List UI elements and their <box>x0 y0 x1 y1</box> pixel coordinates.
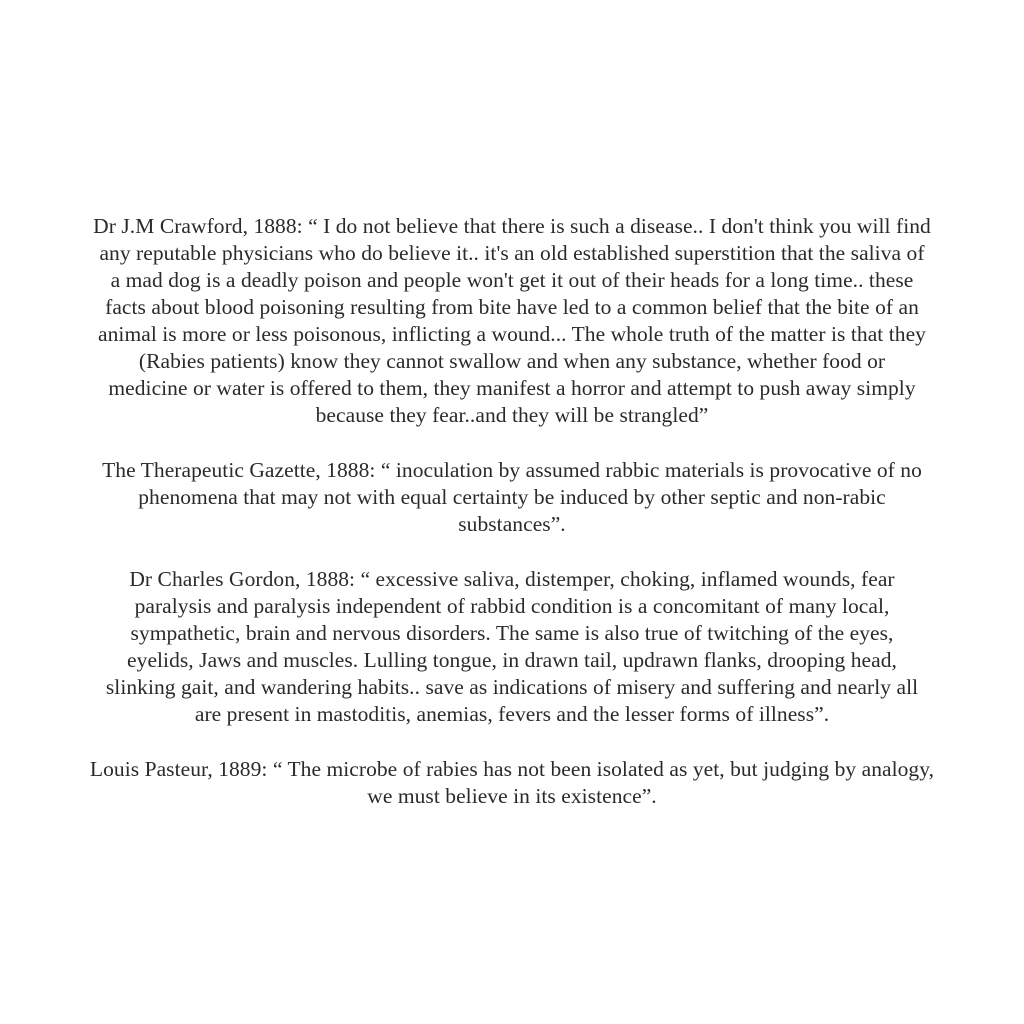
quote-line: are present in mastoditis, anemias, fevers and the lesser forms of illness”. <box>194 702 830 726</box>
quote-line: paralysis and paralysis independent of rabbid condition is a concomitant of many local, <box>134 594 890 618</box>
quote-paragraph-therapeutic-gazette <box>0 457 1024 538</box>
quote-line: (Rabies patients) know they cannot swallow and when any substance, whether food or <box>138 349 886 373</box>
quote-line: a mad dog is a deadly poison and people won't get it out of their heads for a long time.. these <box>110 268 914 292</box>
quote-line: we must believe in its existence”. <box>367 784 657 808</box>
quote-line: Dr J.M Crawford, 1888: “ I do not believe that there is such a disease.. I don't think you will find <box>93 214 931 238</box>
quote-line: phenomena that may not with equal certainty be induced by other septic and non-rabic <box>138 485 886 509</box>
quote-line: facts about blood poisoning resulting from bite have led to a common belief that the bite of an <box>105 295 919 319</box>
document-page <box>0 213 1024 810</box>
quote-line: because they fear..and they will be strangled” <box>315 403 709 427</box>
paragraph-spacer <box>0 429 1024 457</box>
quote-line: Dr Charles Gordon, 1888: “ excessive saliva, distemper, choking, inflamed wounds, fear <box>129 567 895 591</box>
quote-paragraph-gordon <box>0 566 1024 728</box>
quote-line: animal is more or less poisonous, inflicting a wound... The whole truth of the matter is that they <box>98 322 926 346</box>
quote-line: sympathetic, brain and nervous disorders. The same is also true of twitching of the eyes, <box>130 621 894 645</box>
quote-line: medicine or water is offered to them, they manifest a horror and attempt to push away simply <box>108 376 916 400</box>
quote-line: slinking gait, and wandering habits.. save as indications of misery and suffering and nearly all <box>105 675 919 699</box>
quote-line: Louis Pasteur, 1889: “ The microbe of rabies has not been isolated as yet, but judging by analogy, <box>89 757 935 781</box>
quote-line: any reputable physicians who do believe it.. it's an old established superstition that the saliva of <box>99 241 925 265</box>
quote-paragraph-pasteur <box>0 756 1024 810</box>
quote-paragraph-crawford <box>0 213 1024 429</box>
paragraph-spacer <box>0 538 1024 566</box>
quote-line: The Therapeutic Gazette, 1888: “ inoculation by assumed rabbic materials is provocative of no <box>102 458 922 482</box>
quote-line: eyelids, Jaws and muscles. Lulling tongue, in drawn tail, updrawn flanks, drooping head, <box>127 648 897 672</box>
quote-line: substances”. <box>458 512 566 536</box>
paragraph-spacer <box>0 728 1024 756</box>
